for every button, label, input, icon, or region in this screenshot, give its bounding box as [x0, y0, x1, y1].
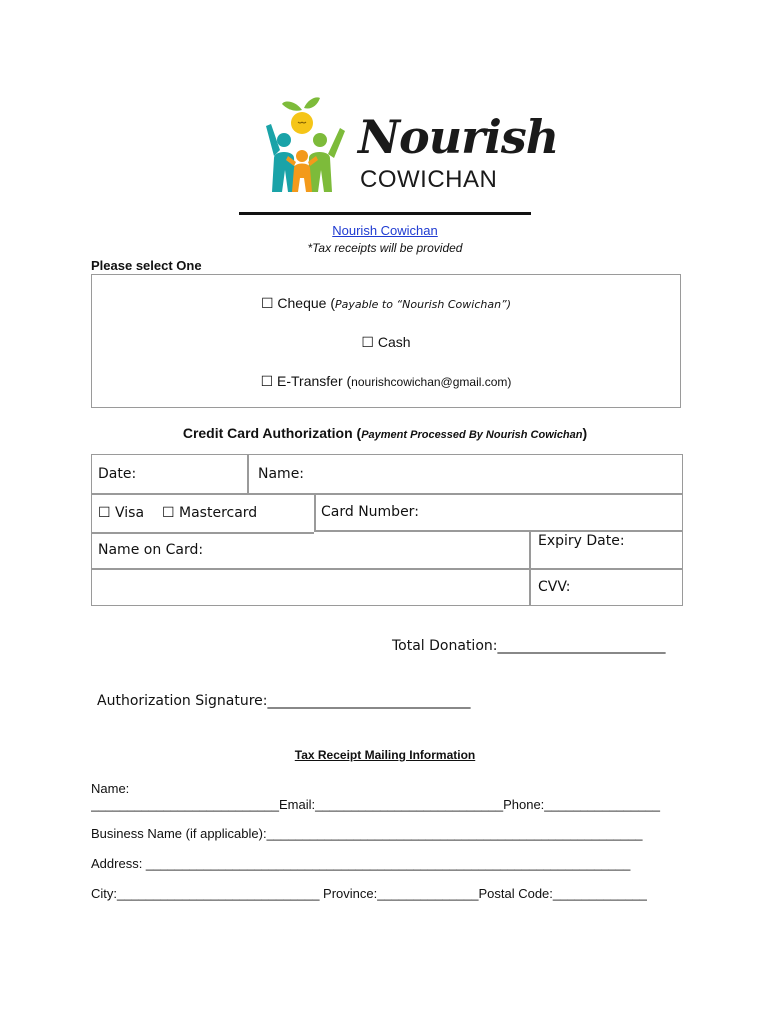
- mastercard-checkbox[interactable]: ☐: [162, 505, 175, 521]
- row-divider: [314, 530, 682, 532]
- option-cash[interactable]: [92, 334, 680, 351]
- cheque-label: Cheque (: [277, 295, 335, 311]
- row-divider: [92, 532, 314, 534]
- payment-select-label: Please select One: [91, 258, 202, 273]
- cheque-checkbox[interactable]: ☐: [260, 295, 274, 311]
- col-divider: [247, 455, 249, 493]
- credit-card-title-text: Credit Card Authorization (: [182, 425, 362, 441]
- logo-wordmark-bottom: COWICHAN: [360, 166, 498, 193]
- cash-label: Cash: [377, 334, 411, 350]
- name-on-card-field[interactable]: Name on Card:: [98, 542, 204, 558]
- visa-option[interactable]: [98, 505, 144, 521]
- cash-checkbox[interactable]: ☐: [361, 334, 374, 350]
- address-field[interactable]: Address: ___________________________________________________________________: [91, 856, 631, 871]
- card-number-field[interactable]: Card Number:: [321, 504, 419, 520]
- business-name-field[interactable]: Business Name (if applicable):____________________________________________________: [91, 826, 643, 841]
- credit-card-subtitle: Payment Processed By Nourish Cowichan: [361, 429, 583, 441]
- date-field[interactable]: Date:: [98, 466, 137, 482]
- option-etransfer[interactable]: [92, 373, 680, 390]
- mailing-name-email-phone-line[interactable]: __________________________Email:__________________________Phone:________________: [91, 797, 660, 812]
- visa-label: Visa: [115, 505, 145, 521]
- cheque-detail: Payable to “Nourish Cowichan”): [334, 298, 512, 311]
- option-cheque[interactable]: [92, 295, 680, 312]
- mailing-name-label: Name:: [91, 781, 130, 796]
- etransfer-detail: nourishcowichan@gmail.com): [351, 375, 512, 389]
- mailing-info-title: Tax Receipt Mailing Information: [294, 748, 476, 762]
- cvv-field[interactable]: CVV:: [538, 579, 571, 595]
- family-apple-icon: [262, 96, 352, 200]
- tax-receipt-note: *Tax receipts will be provided: [307, 241, 463, 255]
- col-divider: [529, 530, 531, 605]
- name-field[interactable]: Name:: [258, 466, 305, 482]
- expiry-date-field[interactable]: Expiry Date:: [538, 533, 625, 549]
- credit-card-table: [91, 454, 683, 606]
- nourish-cowichan-logo: [262, 96, 559, 200]
- logo-wordmark-top: Nourish: [358, 110, 559, 164]
- row-divider: [92, 493, 682, 495]
- row-divider: [92, 568, 682, 570]
- col-divider: [314, 493, 316, 532]
- mastercard-option[interactable]: [162, 505, 257, 521]
- etransfer-checkbox[interactable]: ☐: [260, 373, 274, 389]
- visa-checkbox[interactable]: ☐: [98, 505, 111, 521]
- total-donation-field[interactable]: Total Donation:________________________: [392, 638, 666, 654]
- city-province-postal-line[interactable]: City:____________________________ Province:______________Postal Code:_____________: [91, 886, 647, 901]
- mastercard-label: Mastercard: [179, 505, 258, 521]
- authorization-signature-field[interactable]: Authorization Signature:_____________________________: [97, 693, 471, 709]
- payment-method-box: [91, 274, 681, 408]
- credit-card-title: [0, 425, 770, 441]
- organization-link[interactable]: Nourish Cowichan: [332, 223, 438, 238]
- etransfer-label: E-Transfer (: [277, 373, 352, 389]
- credit-card-title-close: ): [582, 425, 588, 441]
- header-divider: [239, 212, 531, 215]
